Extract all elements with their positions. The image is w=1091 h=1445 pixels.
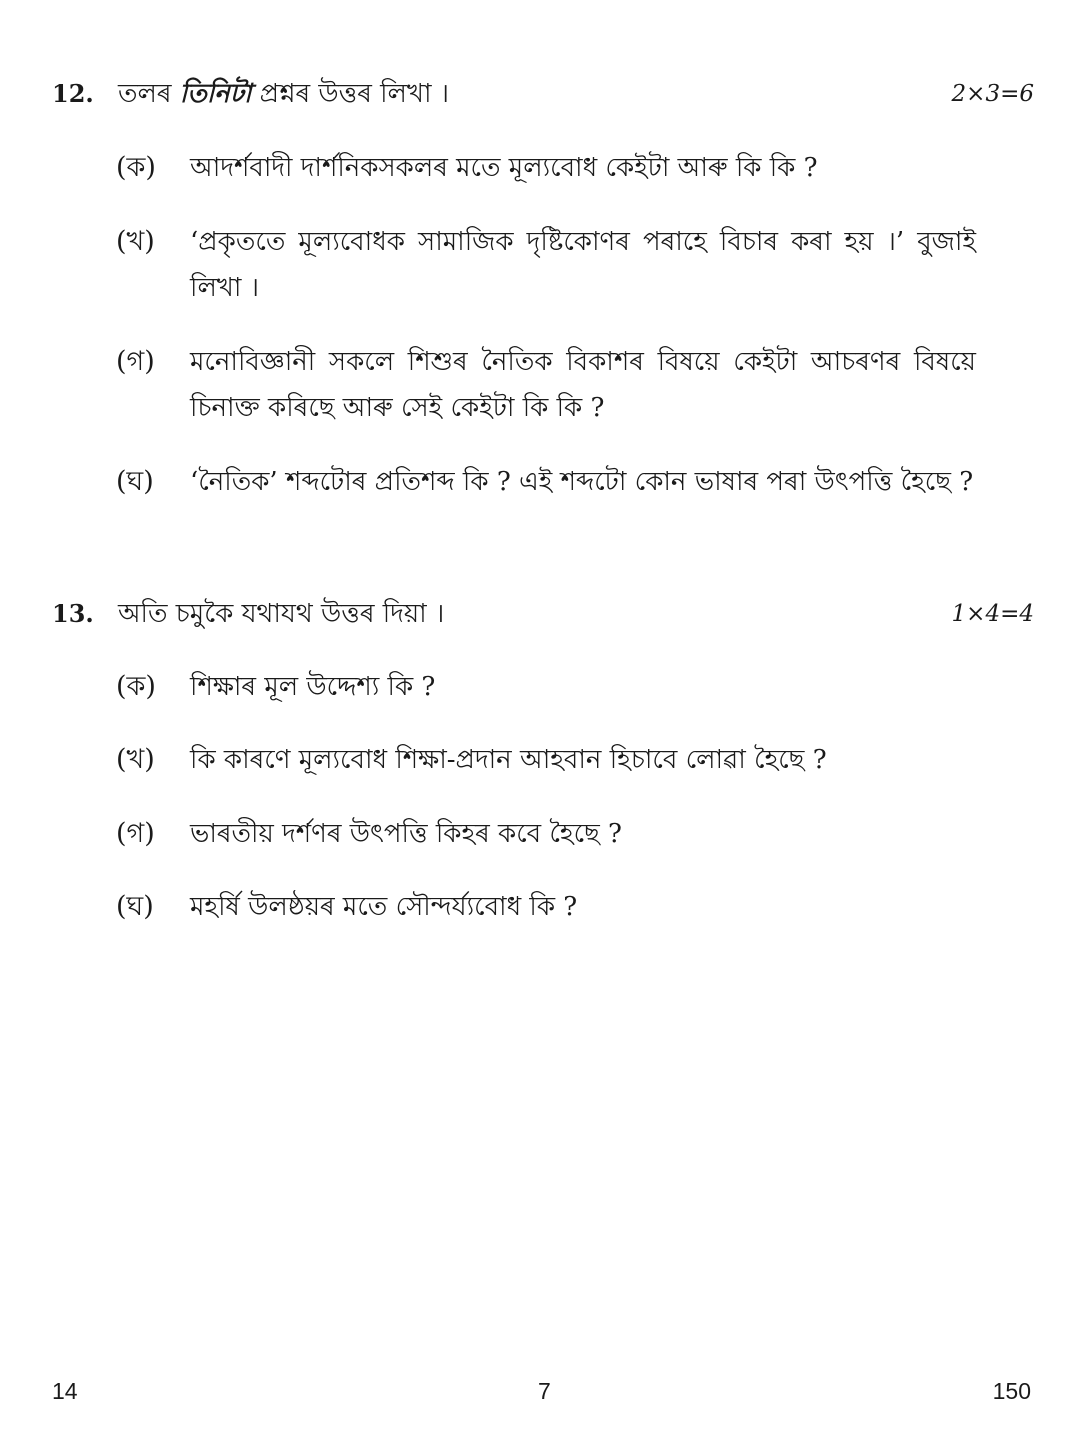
part-text: মহৰ্ষি উলষ্ঠয়ৰ মতে সৌন্দৰ্য্যবোধ কি ?: [190, 892, 578, 922]
question-12: [0, 74, 1091, 114]
part-label: (ঘ): [116, 891, 154, 922]
part-label: (ঘ): [116, 466, 154, 497]
part-label: (ক): [116, 671, 156, 702]
part-text: মনোবিজ্ঞানী সকলে শিশুৰ নৈতিক বিকাশৰ বিষয়ে কেইটা আচৰণৰ বিষয়ে চিনাক্ত কৰিছে আৰু সেই কেইটা কি কি ?: [190, 347, 976, 423]
question-instruction: অতি চমুকৈ যথাযথ উত্তৰ দিয়া ।: [118, 599, 445, 629]
part-label: (গ): [116, 818, 155, 849]
question-marks: 1×4=4: [951, 601, 1034, 627]
question-13: [0, 594, 1091, 634]
question-number: 12.: [52, 79, 94, 108]
page-number: 7: [538, 1378, 551, 1404]
footer-left-code: 14: [52, 1378, 78, 1404]
question-number: 13.: [52, 599, 94, 628]
question-marks: 2×3=6: [951, 81, 1034, 107]
part-text: ‘প্ৰকৃততে মূল্যবোধক সামাজিক দৃষ্টিকোণৰ পৰাহে বিচাৰ কৰা হয় ।’ বুজাই লিখা ।: [190, 227, 976, 303]
part-text: আদৰ্শবাদী দাৰ্শনিকসকলৰ মতে মূল্যবোধ কেইটা আৰু কি কি ?: [190, 153, 818, 183]
instruction-emphasis: তিনিটা: [179, 79, 252, 109]
part-label: (খ): [116, 226, 155, 257]
part-text: শিক্ষাৰ মূল উদ্দেশ্য কি ?: [190, 672, 436, 702]
part-label: (ক): [116, 152, 156, 183]
part-text: ‘নৈতিক’ শব্দটোৰ প্ৰতিশব্দ কি ? এই শব্দটো কোন ভাষাৰ পৰা উৎপত্তি হৈছে ?: [190, 467, 974, 497]
question-12-header: [0, 74, 1091, 114]
footer-right-code: 150: [992, 1378, 1031, 1404]
part-label: (গ): [116, 346, 155, 377]
part-text: কি কাৰণে মূল্যবোধ শিক্ষা-প্ৰদান আহবান হিচাবে লোৱা হৈছে ?: [190, 745, 827, 775]
part-text: ভাৰতীয় দৰ্শণৰ উৎপত্তি কিহৰ কবে হৈছে ?: [190, 819, 622, 849]
instruction-text-after: প্ৰশ্নৰ উত্তৰ লিখা ।: [251, 79, 450, 109]
question-13-header: [0, 594, 1091, 634]
part-label: (খ): [116, 744, 155, 775]
instruction-text-before: তলৰ: [118, 79, 180, 109]
question-instruction: [118, 74, 449, 114]
